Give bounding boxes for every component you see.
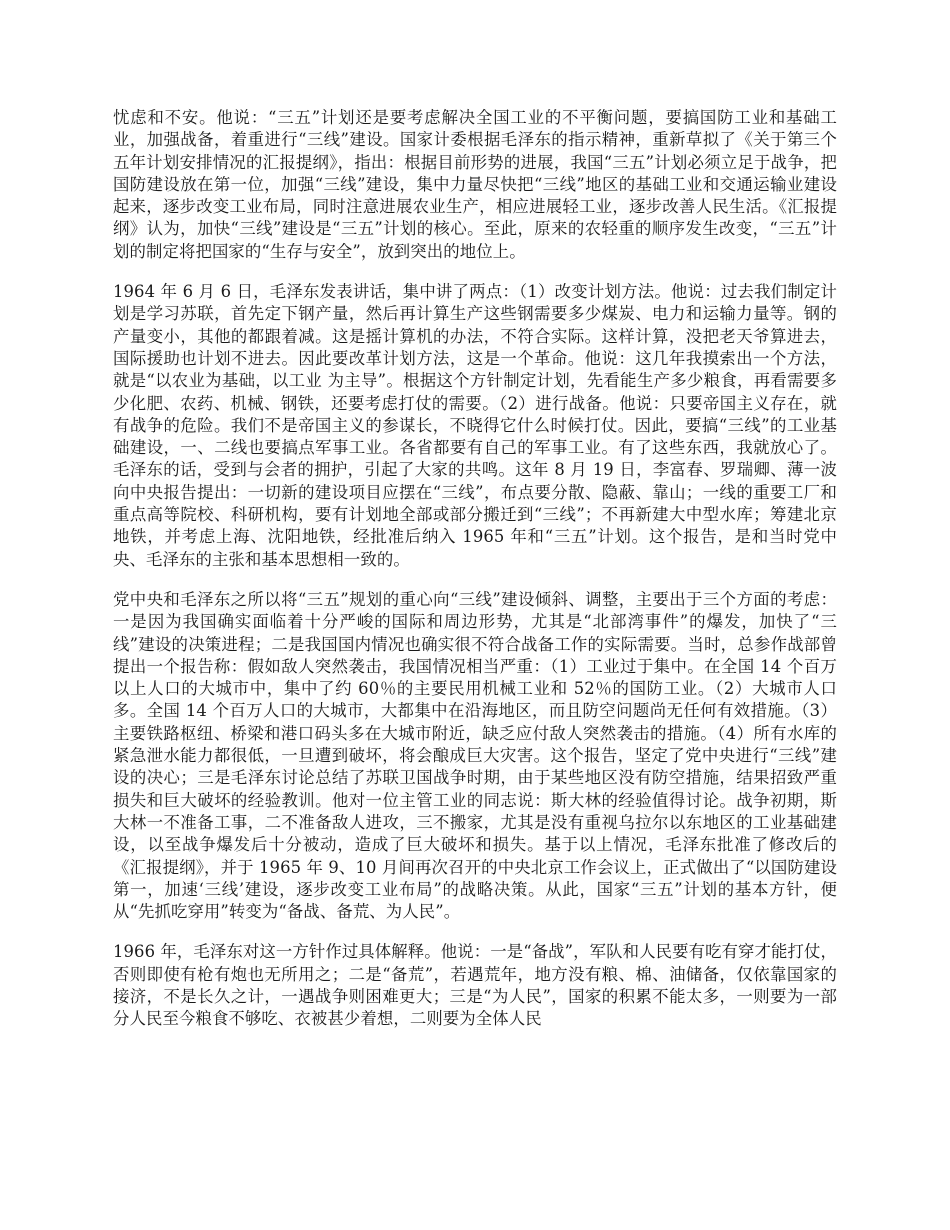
- document-body: [113, 107, 837, 1049]
- paragraph-4: 1966 年，毛泽东对这一方针作过具体解释。他说：一是“备战”，军队和人民要有吃有穿才能打仗，否则即使有枪有炮也无所用之；二是“备荒”，若遇荒年，地方没有粮、棉、油储备，仅依靠国家的接济，不是长久之计，一遇战争则困难更大；三是“为人民”，国家的积累不能太多，一则要为一部分人民至今粮食不够吃、衣被甚少着想，二则要为全体人民: [113, 942, 838, 1029]
- paragraph-1: 忧虑和不安。他说：“三五”计划还是要考虑解决全国工业的不平衡问题，要搞国防工业和基础工业，加强战备，着重进行“三线”建设。国家计委根据毛泽东的指示精神，重新草拟了《关于第三个五年计划安排情况的汇报提纲》，指出：根据目前形势的进展，我国“三五”计划必须立足于战争，把国防建设放在第一位，加强“三线”建设，集中力量尽快把“三线”地区的基础工业和交通运输业建设起来，逐步改变工业布局，同时注意进展农业生产，相应进展轻工业，逐步改善人民生活。《汇报提纲》认为，加快“三线”建设是“三五”计划的核心。至此，原来的农轻重的顺序发生改变，“三五”计划的制定将把国家的“生存与安全”，放到突出的地位上。: [113, 108, 837, 261]
- paragraph-2: 1964 年 6 月 6 日，毛泽东发表讲话，集中讲了两点：（1）改变计划方法。他说：过去我们制定计划是学习苏联，首先定下钢产量，然后再计算生产这些钢需要多少煤炭、电力和运输力量等。钢的产量变小，其他的都跟着减。这是摇计算机的办法，不符合实际。这样计算，没把老天爷算进去，国际援助也计划不进去。因此要改革计划方法，这是一个革命。他说：这几年我摸索出一个方法，就是“以农业为基础，以工业 为主导”。根据这个方针制定计划，先看能生产多少粮食，再看需要多少化肥、农药、机械、钢铁，还要考虑打仗的需要。（2）进行战备。他说：只要帝国主义存在，就有战争的危险。我们不是帝国主义的参谋长，不晓得它什么时候打仗。因此，要搞“三线”的工业基础建设，一、二线也要搞点军事工业。各省都要有自己的军事工业。有了这些东西，我就放心了。毛泽东的话，受到与会者的拥护，引起了大家的共鸣。这年 8 月 19 日，李富春、罗瑞卿、薄一波向中央报告提出：一切新的建设项目应摆在“三线”，布点要分散、隐蔽、靠山；一线的重要工厂和重点高等院校、科研机构，要有计划地全部或部分搬迁到“三线”；不再新建大中型水库；筹建北京地铁，并考虑上海、沈阳地铁，经批准后纳入 1965 年和“三五”计划。这个报告，是和当时党中央、毛泽东的主张和基本思想相一致的。: [113, 282, 837, 569]
- paragraph-3: 党中央和毛泽东之所以将“三五”规划的重心向“三线”建设倾斜、调整，主要出于三个方面的考虑：一是因为我国确实面临着十分严峻的国际和周边形势，尤其是“北部湾事件”的爆发，加快了“三线”建设的决策进程；二是我国国内情况也确实很不符合战备工作的实际需要。当时，总参作战部曾提出一个报告称：假如敌人突然袭击，我国情况相当严重：（1）工业过于集中。在全国 14 个百万以上人口的大城市中，集中了约 60％的主要民用机械工业和 52％的国防工业。（2）大城市人口多。全国 14 个百万人口的大城市，大都集中在沿海地区，而且防空问题尚无任何有效措施。（3）主要铁路枢纽、桥梁和港口码头多在大城市附近，缺乏应付敌人突然袭击的措施。（4）所有水库的紧急泄水能力都很低，一旦遭到破坏，将会酿成巨大灾害。这个报告，坚定了党中央进行“三线”建设的决心；三是毛泽东讨论总结了苏联卫国战争时期，由于某些地区没有防空措施，结果招致严重损失和巨大破坏的经验教训。他对一位主管工业的同志说：斯大林的经验值得讨论。战争初期，斯大林一不准备工事，二不准备敌人进攻，三不搬家，尤其是没有重视乌拉尔以东地区的工业基础建设，以至战争爆发后十分被动，造成了巨大破坏和损失。基于以上情况，毛泽东批准了修改后的《汇报提纲》，并于 1965 年 9、10 月间再次召开的中央北京工作会议上，正式做出了“以国防建设第一，加速‘三线’建设，逐步改变工业布局”的战略决策。从此，国家“三五”计划的基本方针，便从“先抓吃穿用”转变为“备战、备荒、为人民”。: [113, 589, 837, 922]
